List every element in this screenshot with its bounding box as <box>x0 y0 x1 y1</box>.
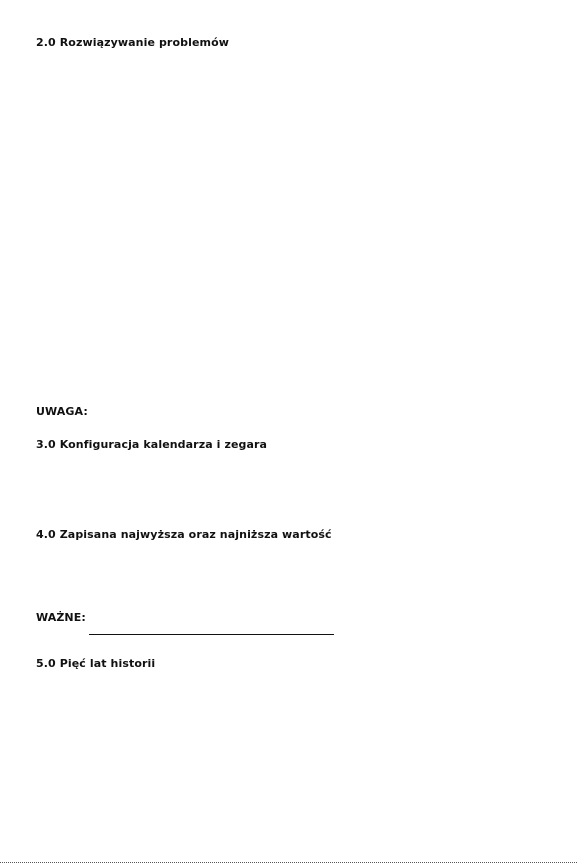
heading-troubleshooting: 2.0 Rozwiązywanie problemów <box>36 36 229 49</box>
heading-min-max: 4.0 Zapisana najwyższa oraz najniższa wartość <box>36 528 332 541</box>
important-label: WAŻNE: <box>36 611 86 624</box>
heading-history: 5.0 Pięć lat historii <box>36 657 156 670</box>
note-label: UWAGA: <box>36 405 88 418</box>
heading-calendar-clock: 3.0 Konfiguracja kalendarza i zegara <box>36 438 268 451</box>
divider-line <box>89 634 334 635</box>
bottom-dotted-line <box>0 862 577 863</box>
